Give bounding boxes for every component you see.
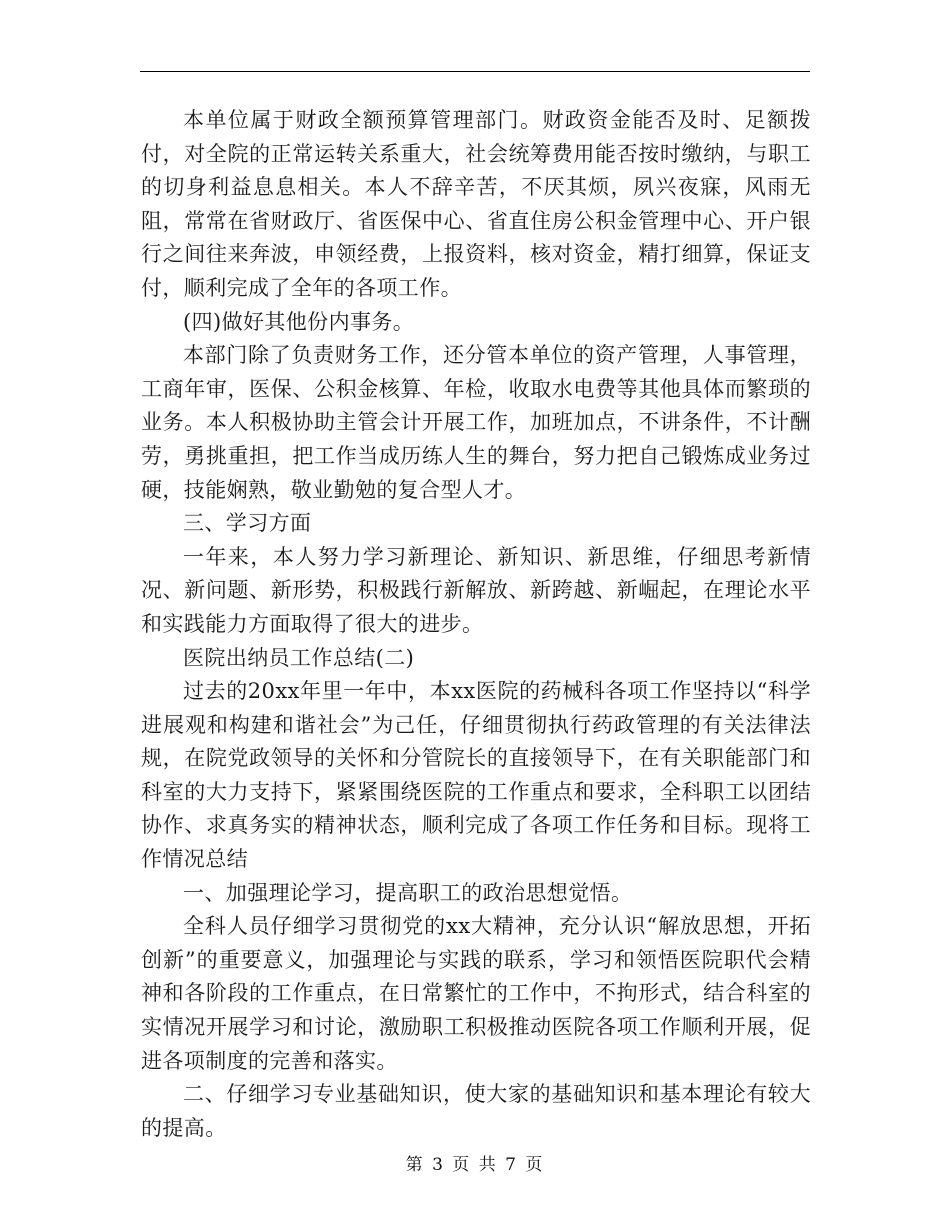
paragraph: 本单位属于财政全额预算管理部门。财政资金能否及时、足额拨付，对全院的正常运转关系重大，社会统筹费用能否按时缴纳，与职工的切身利益息息相关。本人不辞辛苦，不厌其烦，夙兴夜寐，风雨无阻，常常在省财政厅、省医保中心、省直住房公积金管理中心、开户银行之间往来奔波，申领经费，上报资料，核对资金，精打细算，保证支付，顺利完成了全年的各项工作。	[141, 108, 811, 300]
paragraph: 本部门除了负责财务工作，还分管本单位的资产管理，人事管理，工商年审，医保、公积金核算、年检，收取水电费等其他具体而繁琐的业务。本人积极协助主管会计开展工作，加班加点，不讲条件，不计酬劳，勇挑重担，把工作当成历练人生的舞台，努力把自己锻炼成业务过硬，技能娴熟，敬业勤勉的复合型人才。	[141, 343, 811, 502]
paragraph: 过去的20xx年里一年中，本xx医院的药械科各项工作坚持以“科学进展观和构建和谐社会”为己任，仔细贯彻执行药政管理的有关法律法规，在院党政领导的关怀和分管院长的直接领导下，在有关职能部门和科室的大力支持下，紧紧围绕医院的工作重点和要求，全科职工以团结协作、求真务实的精神状态，顺利完成了各项工作任务和目标。现将工作情况总结	[141, 679, 811, 872]
header-rule	[140, 71, 810, 72]
document-title: 医院出纳员工作总结(二)	[183, 645, 415, 670]
page-number-footer: 第 3 页 共 7 页	[405, 1155, 545, 1175]
document-body	[141, 104, 811, 1145]
section-heading: 三、学习方面	[183, 511, 312, 536]
paragraph: 一年来，本人努力学习新理论、新知识、新思维，仔细思考新情况、新问题、新形势，积极践行新解放、新跨越、新崛起，在理论水平和实践能力方面取得了很大的进步。	[141, 544, 811, 636]
section-heading: 二、仔细学习专业基础知识，使大家的基础知识和基本理论有较大的提高。	[141, 1082, 811, 1140]
paragraph: 全科人员仔细学习贯彻党的xx大精神，充分认识“解放思想，开拓创新”的重要意义，加强理论与实践的联系，学习和领悟医院职代会精神和各阶段的工作重点，在日常繁忙的工作中，不拘形式，结合科室的实情况开展学习和讨论，激励职工积极推动医院各项工作顺利开展，促进各项制度的完善和落实。	[141, 914, 811, 1073]
section-heading: 一、加强理论学习，提高职工的政治思想觉悟。	[183, 880, 633, 905]
section-heading: (四)做好其他份内事务。	[183, 309, 415, 334]
